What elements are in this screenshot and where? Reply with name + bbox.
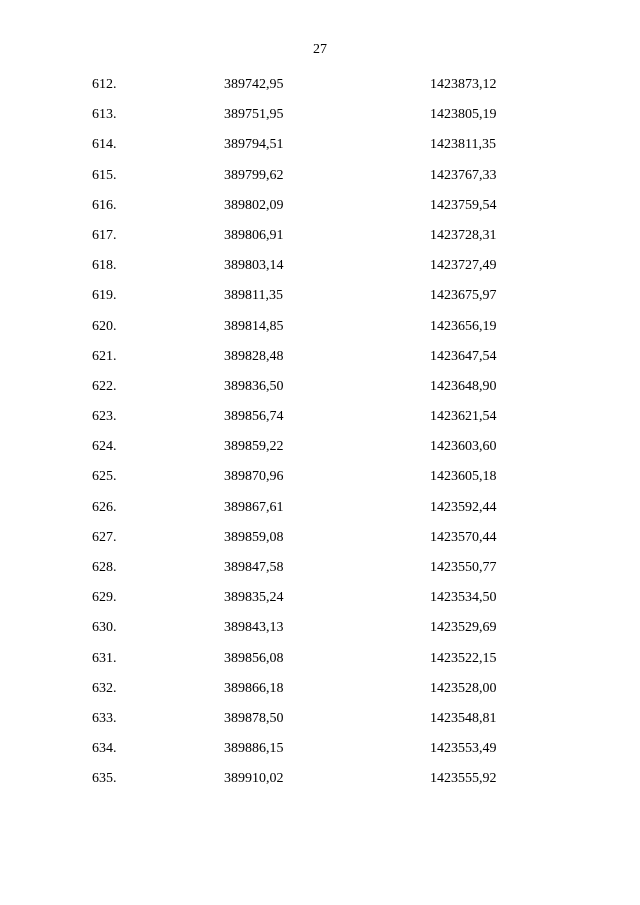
table-row	[0, 740, 640, 770]
y-coordinate: 1423805,19	[430, 107, 497, 123]
table-row	[0, 227, 640, 257]
point-number: 612.	[92, 77, 117, 92]
table-row	[0, 76, 640, 106]
y-coordinate: 1423605,18	[430, 469, 497, 485]
y-coordinate: 1423534,50	[430, 590, 497, 606]
point-number: 623.	[92, 409, 117, 425]
point-number: 618.	[92, 258, 117, 274]
table-row	[0, 559, 640, 589]
y-coordinate: 1423873,12	[430, 77, 497, 92]
y-coordinate: 1423553,49	[430, 741, 497, 757]
x-coordinate: 389751,95	[224, 107, 284, 123]
point-number: 624.	[92, 439, 117, 455]
table-row	[0, 619, 640, 649]
y-coordinate: 1423811,35	[430, 137, 496, 153]
x-coordinate: 389867,61	[224, 499, 284, 515]
x-coordinate: 389843,13	[224, 620, 284, 636]
x-coordinate: 389742,95	[224, 77, 284, 92]
table-row	[0, 136, 640, 166]
x-coordinate: 389799,62	[224, 167, 284, 183]
y-coordinate: 1423550,77	[430, 560, 497, 575]
y-coordinate: 1423656,19	[430, 318, 497, 334]
table-row	[0, 408, 640, 438]
table-row	[0, 589, 640, 619]
point-number: 630.	[92, 620, 117, 636]
x-coordinate: 389856,74	[224, 409, 284, 425]
table-row	[0, 468, 640, 498]
x-coordinate: 389910,02	[224, 771, 284, 787]
x-coordinate: 389870,96	[224, 469, 284, 485]
table-row	[0, 106, 640, 136]
x-coordinate: 389886,15	[224, 741, 284, 757]
y-coordinate: 1423529,69	[430, 620, 497, 636]
x-coordinate: 389866,18	[224, 680, 284, 696]
y-coordinate: 1423570,44	[430, 529, 497, 545]
y-coordinate: 1423603,60	[430, 439, 497, 455]
point-number: 616.	[92, 197, 117, 213]
table-row	[0, 650, 640, 680]
y-coordinate: 1423675,97	[430, 288, 497, 304]
x-coordinate: 389806,91	[224, 227, 284, 243]
y-coordinate: 1423727,49	[430, 258, 497, 274]
coordinates-table	[0, 76, 640, 801]
table-row	[0, 680, 640, 710]
x-coordinate: 389859,08	[224, 529, 284, 545]
page-number: 27	[313, 42, 327, 57]
x-coordinate: 389814,85	[224, 318, 284, 334]
point-number: 627.	[92, 529, 117, 545]
x-coordinate: 389803,14	[224, 258, 284, 274]
y-coordinate: 1423555,92	[430, 771, 497, 787]
table-row	[0, 770, 640, 800]
point-number: 631.	[92, 650, 117, 666]
table-row	[0, 318, 640, 348]
x-coordinate: 389828,48	[224, 348, 284, 364]
point-number: 626.	[92, 499, 117, 515]
y-coordinate: 1423647,54	[430, 348, 497, 364]
table-row	[0, 438, 640, 468]
point-number: 634.	[92, 741, 117, 757]
table-row	[0, 378, 640, 408]
point-number: 617.	[92, 227, 117, 243]
y-coordinate: 1423728,31	[430, 227, 497, 243]
table-row	[0, 167, 640, 197]
table-row	[0, 197, 640, 227]
x-coordinate: 389859,22	[224, 439, 284, 455]
point-number: 613.	[92, 107, 117, 123]
y-coordinate: 1423592,44	[430, 499, 497, 515]
y-coordinate: 1423528,00	[430, 680, 497, 696]
table-row	[0, 257, 640, 287]
x-coordinate: 389794,51	[224, 137, 284, 153]
x-coordinate: 389811,35	[224, 288, 283, 304]
table-row	[0, 529, 640, 559]
y-coordinate: 1423621,54	[430, 409, 497, 425]
x-coordinate: 389802,09	[224, 197, 284, 213]
point-number: 625.	[92, 469, 117, 485]
y-coordinate: 1423759,54	[430, 197, 497, 213]
y-coordinate: 1423648,90	[430, 378, 497, 394]
y-coordinate: 1423767,33	[430, 167, 497, 183]
point-number: 621.	[92, 348, 117, 364]
x-coordinate: 389835,24	[224, 590, 284, 606]
point-number: 622.	[92, 378, 117, 394]
point-number: 620.	[92, 318, 117, 334]
point-number: 629.	[92, 590, 117, 606]
point-number: 614.	[92, 137, 117, 153]
point-number: 633.	[92, 710, 117, 726]
point-number: 619.	[92, 288, 117, 304]
y-coordinate: 1423548,81	[430, 710, 497, 726]
point-number: 628.	[92, 560, 117, 575]
table-row	[0, 710, 640, 740]
table-row	[0, 499, 640, 529]
table-row	[0, 348, 640, 378]
x-coordinate: 389878,50	[224, 710, 284, 726]
y-coordinate: 1423522,15	[430, 650, 497, 666]
point-number: 632.	[92, 680, 117, 696]
table-row	[0, 287, 640, 317]
x-coordinate: 389847,58	[224, 560, 284, 575]
point-number: 615.	[92, 167, 117, 183]
x-coordinate: 389856,08	[224, 650, 284, 666]
x-coordinate: 389836,50	[224, 378, 284, 394]
point-number: 635.	[92, 771, 117, 787]
